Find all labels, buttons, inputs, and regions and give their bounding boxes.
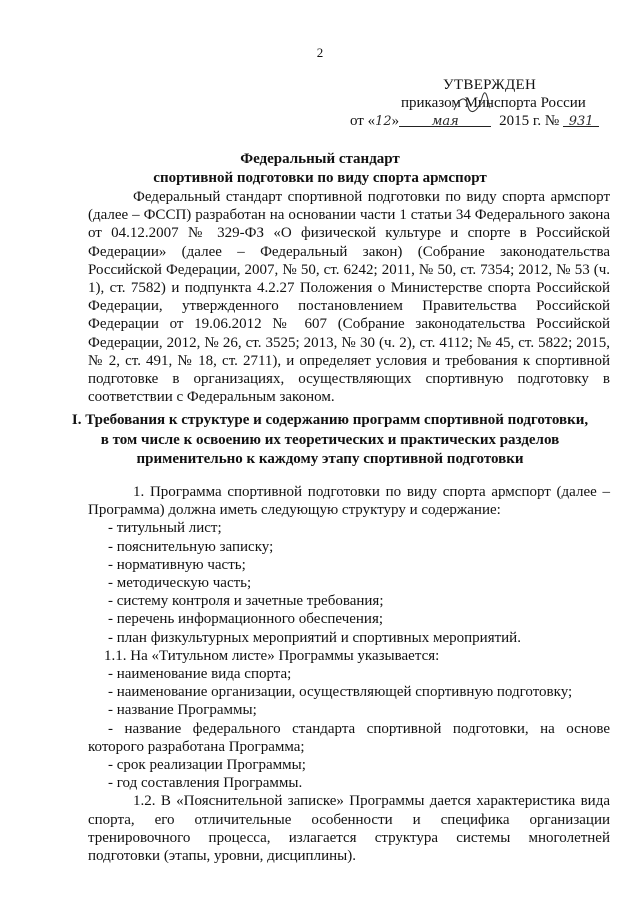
number-blank [563,112,599,127]
date-quote-close: » [391,113,400,129]
item-1: 1. Программа спортивной подготовки по виду спорта армспорт (далее – Программа) должна иметь следующую структуру и содержание: [88,484,610,519]
handwritten-month: мая [431,114,459,129]
date-prefix: от « [350,113,376,129]
title-page-list [88,665,610,792]
approval-order: приказом Минспорта России [401,95,586,111]
year-number-label: 2015 г. № [499,113,560,129]
list-item: - наименование вида спорта; [108,666,292,683]
structure-list [88,519,610,646]
list-item: - пояснительную записку; [108,538,274,555]
list-item: - название федерального стандарта спортивной подготовки, на основе которого разработана Программа; [88,720,610,755]
handwritten-day: 12 [375,114,392,129]
list-item: - титульный лист; [108,520,222,537]
month-blank [399,112,491,127]
intro-paragraph: Федеральный стандарт спортивной подготовки по виду спорта армспорт (далее – ФССП) разработан на основании части 1 статьи 34 Федерального закона от 04.12.2007 № 329-ФЗ «О физической культуре и спорте в Российской Федерации» (далее – Федеральный закон) (Собрание законодательства Российской Федерации, 2007, № 50, ст. 6242; 2011, № 50, ст. 7354; 2012, № 53 (ч. 1), ст. 7582) и подпункта 4.2.27 Положения о Министерстве спорта Российской Федерации, утвержденного постановлением Правительства Российской Федерации от 19.06.2012 № 607 (Собрание законодательства Российской Федерации, 2012, № 26, ст. 3525; 2013, № 30 (ч. 2), ст. 4112; № 45, ст. 5822; 2015, № 2, ст. 491, № 18, ст. 2711), и определяет условия и требования к спортивной подготовке в организациях, осуществляющих спортивную подготовку в соответствии с Федеральным законом. [88,189,610,406]
title-line-1: Федеральный стандарт [240,151,400,167]
list-item: - нормативную часть; [108,556,246,573]
list-item: - методическую часть; [108,575,252,592]
approval-heading: УТВЕРЖДЕН [443,77,537,93]
page-number: 2 [316,45,324,60]
section-heading-line-2: в том числе к освоению их теоретических и практических разделов [100,431,560,448]
list-item: - год составления Программы. [108,775,303,792]
signature-mark [452,92,492,114]
item-1-2: 1.2. В «Пояснительной записке» Программы дается характеристика вида спорта, его отличительные особенности и специфика организации тренировочного процесса, излагается структура системы многолетней подготовки (этапы, уровни, дисциплины). [88,793,610,865]
handwritten-number: 931 [568,114,594,129]
item-1-1: 1.1. На «Титульном листе» Программы указывается: [104,647,440,664]
document-title [0,150,640,188]
section-heading-line-3: применительно к каждому этапу спортивной подготовки [136,451,524,467]
section-heading-line-1: I. Требования к структуре и содержанию программ спортивной подготовки, [71,412,589,428]
list-item: - срок реализации Программы; [108,757,306,774]
list-item: - систему контроля и зачетные требования; [108,593,384,610]
title-line-2: спортивной подготовки по виду спорта армспорт [153,170,487,186]
list-item: - наименование организации, осуществляющей спортивную подготовку; [108,684,573,701]
list-item: - план физкультурных мероприятий и спортивных мероприятий. [108,629,521,646]
list-item: - название Программы; [108,702,257,719]
approval-date-line [350,112,610,131]
section-body [88,483,610,865]
list-item: - перечень информационного обеспечения; [108,611,384,628]
section-heading [60,411,600,470]
